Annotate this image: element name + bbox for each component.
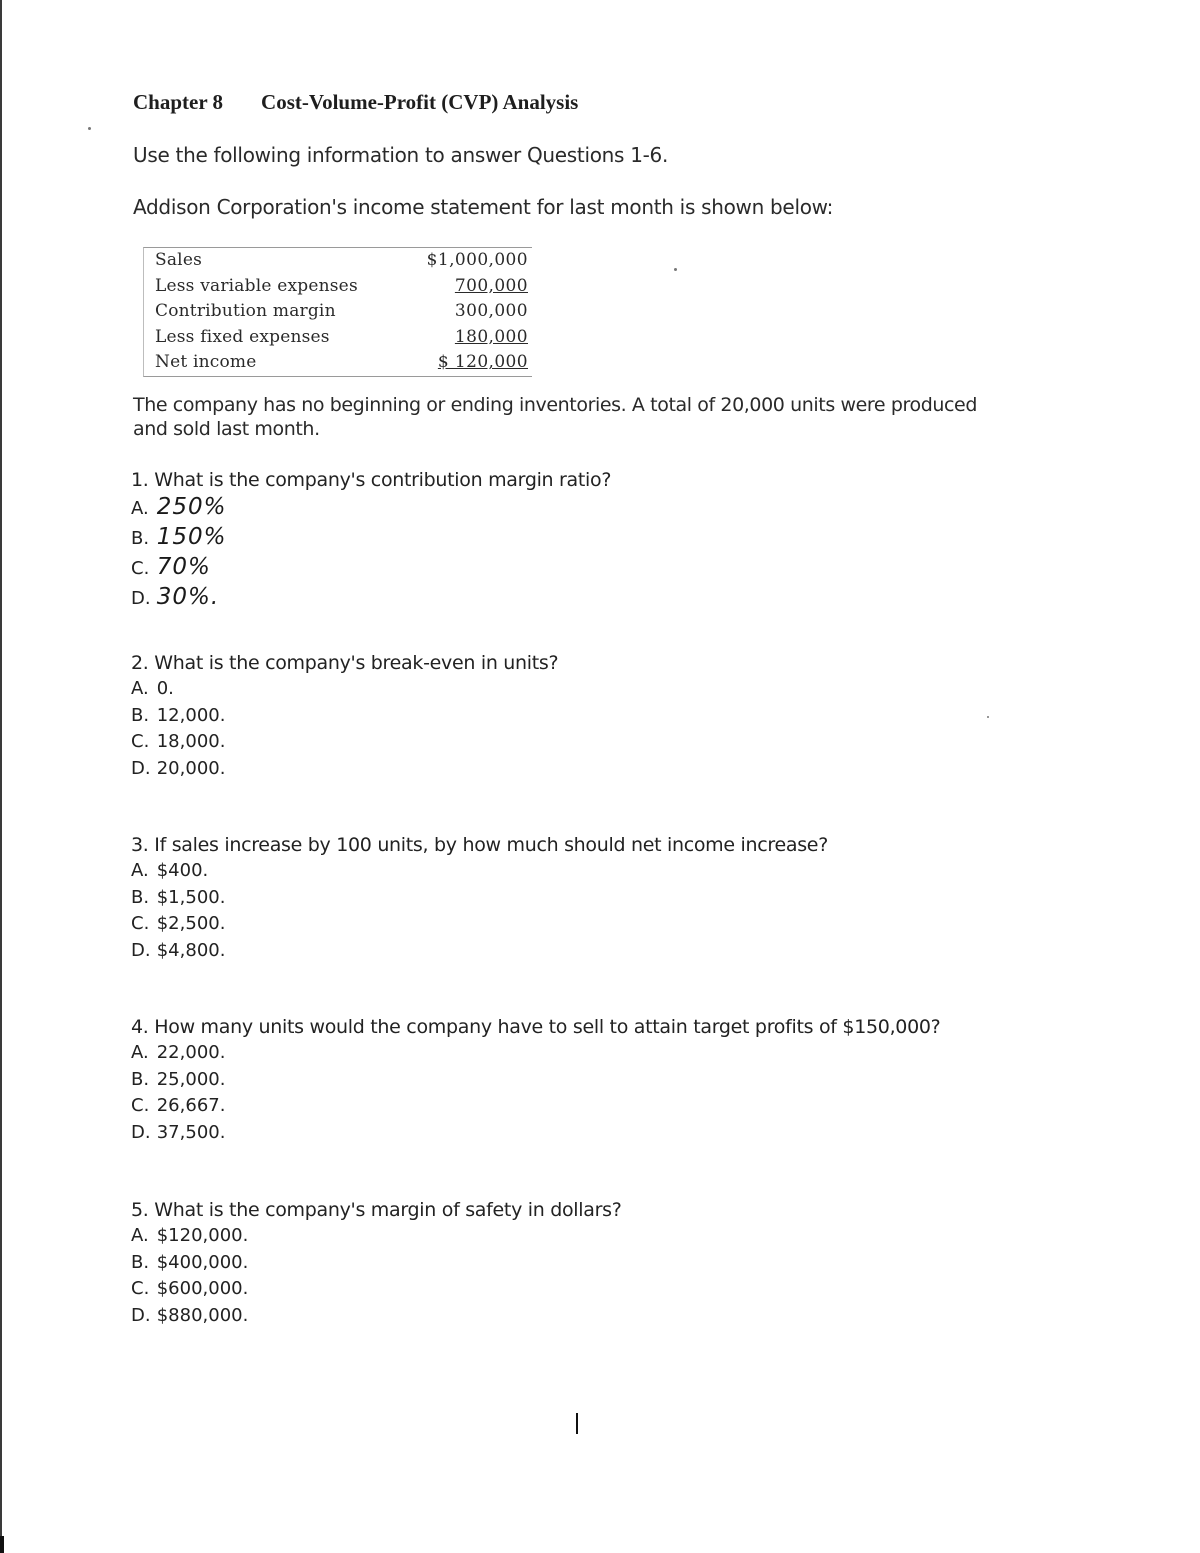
statement-value: 300,000 bbox=[454, 301, 528, 322]
question-2 bbox=[131, 650, 558, 782]
statement-label: Less fixed expenses bbox=[155, 326, 330, 347]
option-letter: B. bbox=[131, 528, 150, 549]
page-edge-mark bbox=[0, 1536, 4, 1553]
answer-option bbox=[131, 885, 828, 912]
answer-option bbox=[131, 1040, 940, 1067]
option-text: $600,000. bbox=[156, 1278, 249, 1299]
option-text: $2,500. bbox=[156, 913, 226, 934]
statement-value: 180,000 bbox=[454, 326, 528, 347]
answer-option bbox=[131, 858, 828, 885]
answer-option bbox=[131, 1120, 940, 1147]
scan-speck bbox=[88, 127, 91, 130]
statement-row-net-income bbox=[144, 350, 532, 376]
option-text: 12,000. bbox=[156, 704, 226, 726]
option-letter: C. bbox=[131, 731, 150, 752]
inventory-note: The company has no beginning or ending inventories. A total of 20,000 units were produced and sold last month. bbox=[133, 394, 978, 440]
scan-speck bbox=[674, 268, 677, 271]
option-letter: D. bbox=[131, 1304, 151, 1326]
answer-option bbox=[131, 523, 611, 553]
answer-option bbox=[131, 1223, 622, 1250]
option-text: $4,800. bbox=[156, 939, 226, 961]
statement-label: Net income bbox=[155, 352, 257, 373]
option-text: 18,000. bbox=[156, 731, 226, 752]
option-text: 0. bbox=[156, 678, 174, 699]
statement-row-contribution-margin bbox=[144, 299, 532, 325]
chapter-number: Chapter 8 bbox=[133, 90, 224, 114]
question-stem: 5. What is the company's margin of safety in dollars? bbox=[131, 1199, 622, 1221]
option-letter: C. bbox=[131, 1095, 150, 1116]
scan-speck bbox=[987, 716, 989, 718]
option-letter: A. bbox=[131, 1042, 149, 1063]
answer-option bbox=[131, 1067, 940, 1094]
option-text: 26,667. bbox=[156, 1095, 226, 1116]
question-stem: 4. How many units would the company have to sell to attain target profits of $150,000? bbox=[131, 1016, 941, 1038]
question-stem: 1. What is the company's contribution margin ratio? bbox=[131, 469, 612, 491]
option-letter: A. bbox=[131, 498, 149, 519]
answer-option bbox=[131, 703, 558, 730]
statement-intro-text: Addison Corporation's income statement for last month is shown below: bbox=[133, 195, 834, 219]
option-text: 20,000. bbox=[156, 757, 226, 779]
option-text: $880,000. bbox=[156, 1304, 249, 1326]
option-letter: B. bbox=[131, 886, 150, 908]
option-text: 250% bbox=[156, 494, 227, 520]
answer-option bbox=[131, 1276, 622, 1303]
option-letter: D. bbox=[131, 1121, 151, 1143]
option-letter: B. bbox=[131, 704, 150, 726]
statement-label: Less variable expenses bbox=[155, 275, 358, 296]
statement-row-fixed-expenses bbox=[144, 325, 532, 351]
option-letter: D. bbox=[131, 939, 151, 961]
statement-row-sales bbox=[144, 248, 532, 274]
answer-option bbox=[131, 553, 611, 583]
option-letter: A. bbox=[131, 678, 149, 699]
answer-option bbox=[131, 756, 558, 783]
option-letter: A. bbox=[131, 1225, 149, 1246]
option-letter: B. bbox=[131, 1068, 150, 1090]
answer-option bbox=[131, 938, 828, 965]
statement-value: 700,000 bbox=[454, 275, 528, 296]
answer-option bbox=[131, 1303, 622, 1330]
text-cursor-mark bbox=[576, 1413, 578, 1434]
statement-label: Contribution margin bbox=[155, 301, 336, 322]
option-letter: A. bbox=[131, 860, 149, 881]
page-left-edge bbox=[0, 0, 2, 1553]
income-statement-table bbox=[143, 247, 532, 377]
option-text: $400. bbox=[156, 860, 209, 881]
option-text: $120,000. bbox=[156, 1225, 249, 1246]
question-5 bbox=[131, 1197, 622, 1329]
option-text: 22,000. bbox=[156, 1042, 226, 1063]
option-text: 37,500. bbox=[156, 1121, 226, 1143]
answer-option bbox=[131, 911, 828, 938]
instruction-text: Use the following information to answer Questions 1-6. bbox=[133, 143, 669, 167]
option-letter: D. bbox=[131, 757, 151, 779]
question-stem: 3. If sales increase by 100 units, by how much should net income increase? bbox=[131, 834, 828, 856]
chapter-title: Cost-Volume-Profit (CVP) Analysis bbox=[261, 90, 579, 114]
option-letter: D. bbox=[131, 588, 151, 609]
answer-option bbox=[131, 493, 611, 523]
question-4 bbox=[131, 1014, 940, 1146]
option-text: 150% bbox=[156, 524, 227, 550]
answer-option bbox=[131, 729, 558, 756]
question-1 bbox=[131, 467, 611, 613]
statement-value: $1,000,000 bbox=[426, 250, 528, 270]
question-stem: 2. What is the company's break-even in units? bbox=[131, 652, 559, 674]
chapter-heading bbox=[133, 90, 578, 115]
statement-row-variable-expenses bbox=[144, 274, 532, 300]
statement-label: Sales bbox=[155, 250, 203, 270]
option-text: $1,500. bbox=[156, 886, 226, 908]
answer-option bbox=[131, 583, 611, 613]
answer-option bbox=[131, 676, 558, 703]
answer-option bbox=[131, 1093, 940, 1120]
statement-value: $ 120,000 bbox=[437, 352, 528, 373]
option-letter: C. bbox=[131, 558, 150, 579]
option-letter: C. bbox=[131, 1278, 150, 1299]
option-letter: C. bbox=[131, 913, 150, 934]
answer-option bbox=[131, 1250, 622, 1277]
question-3 bbox=[131, 832, 828, 964]
option-text: 25,000. bbox=[156, 1068, 226, 1090]
option-text: 30%. bbox=[156, 584, 220, 610]
option-letter: B. bbox=[131, 1251, 150, 1273]
option-text: $400,000. bbox=[156, 1251, 249, 1273]
option-text: 70% bbox=[156, 554, 211, 580]
